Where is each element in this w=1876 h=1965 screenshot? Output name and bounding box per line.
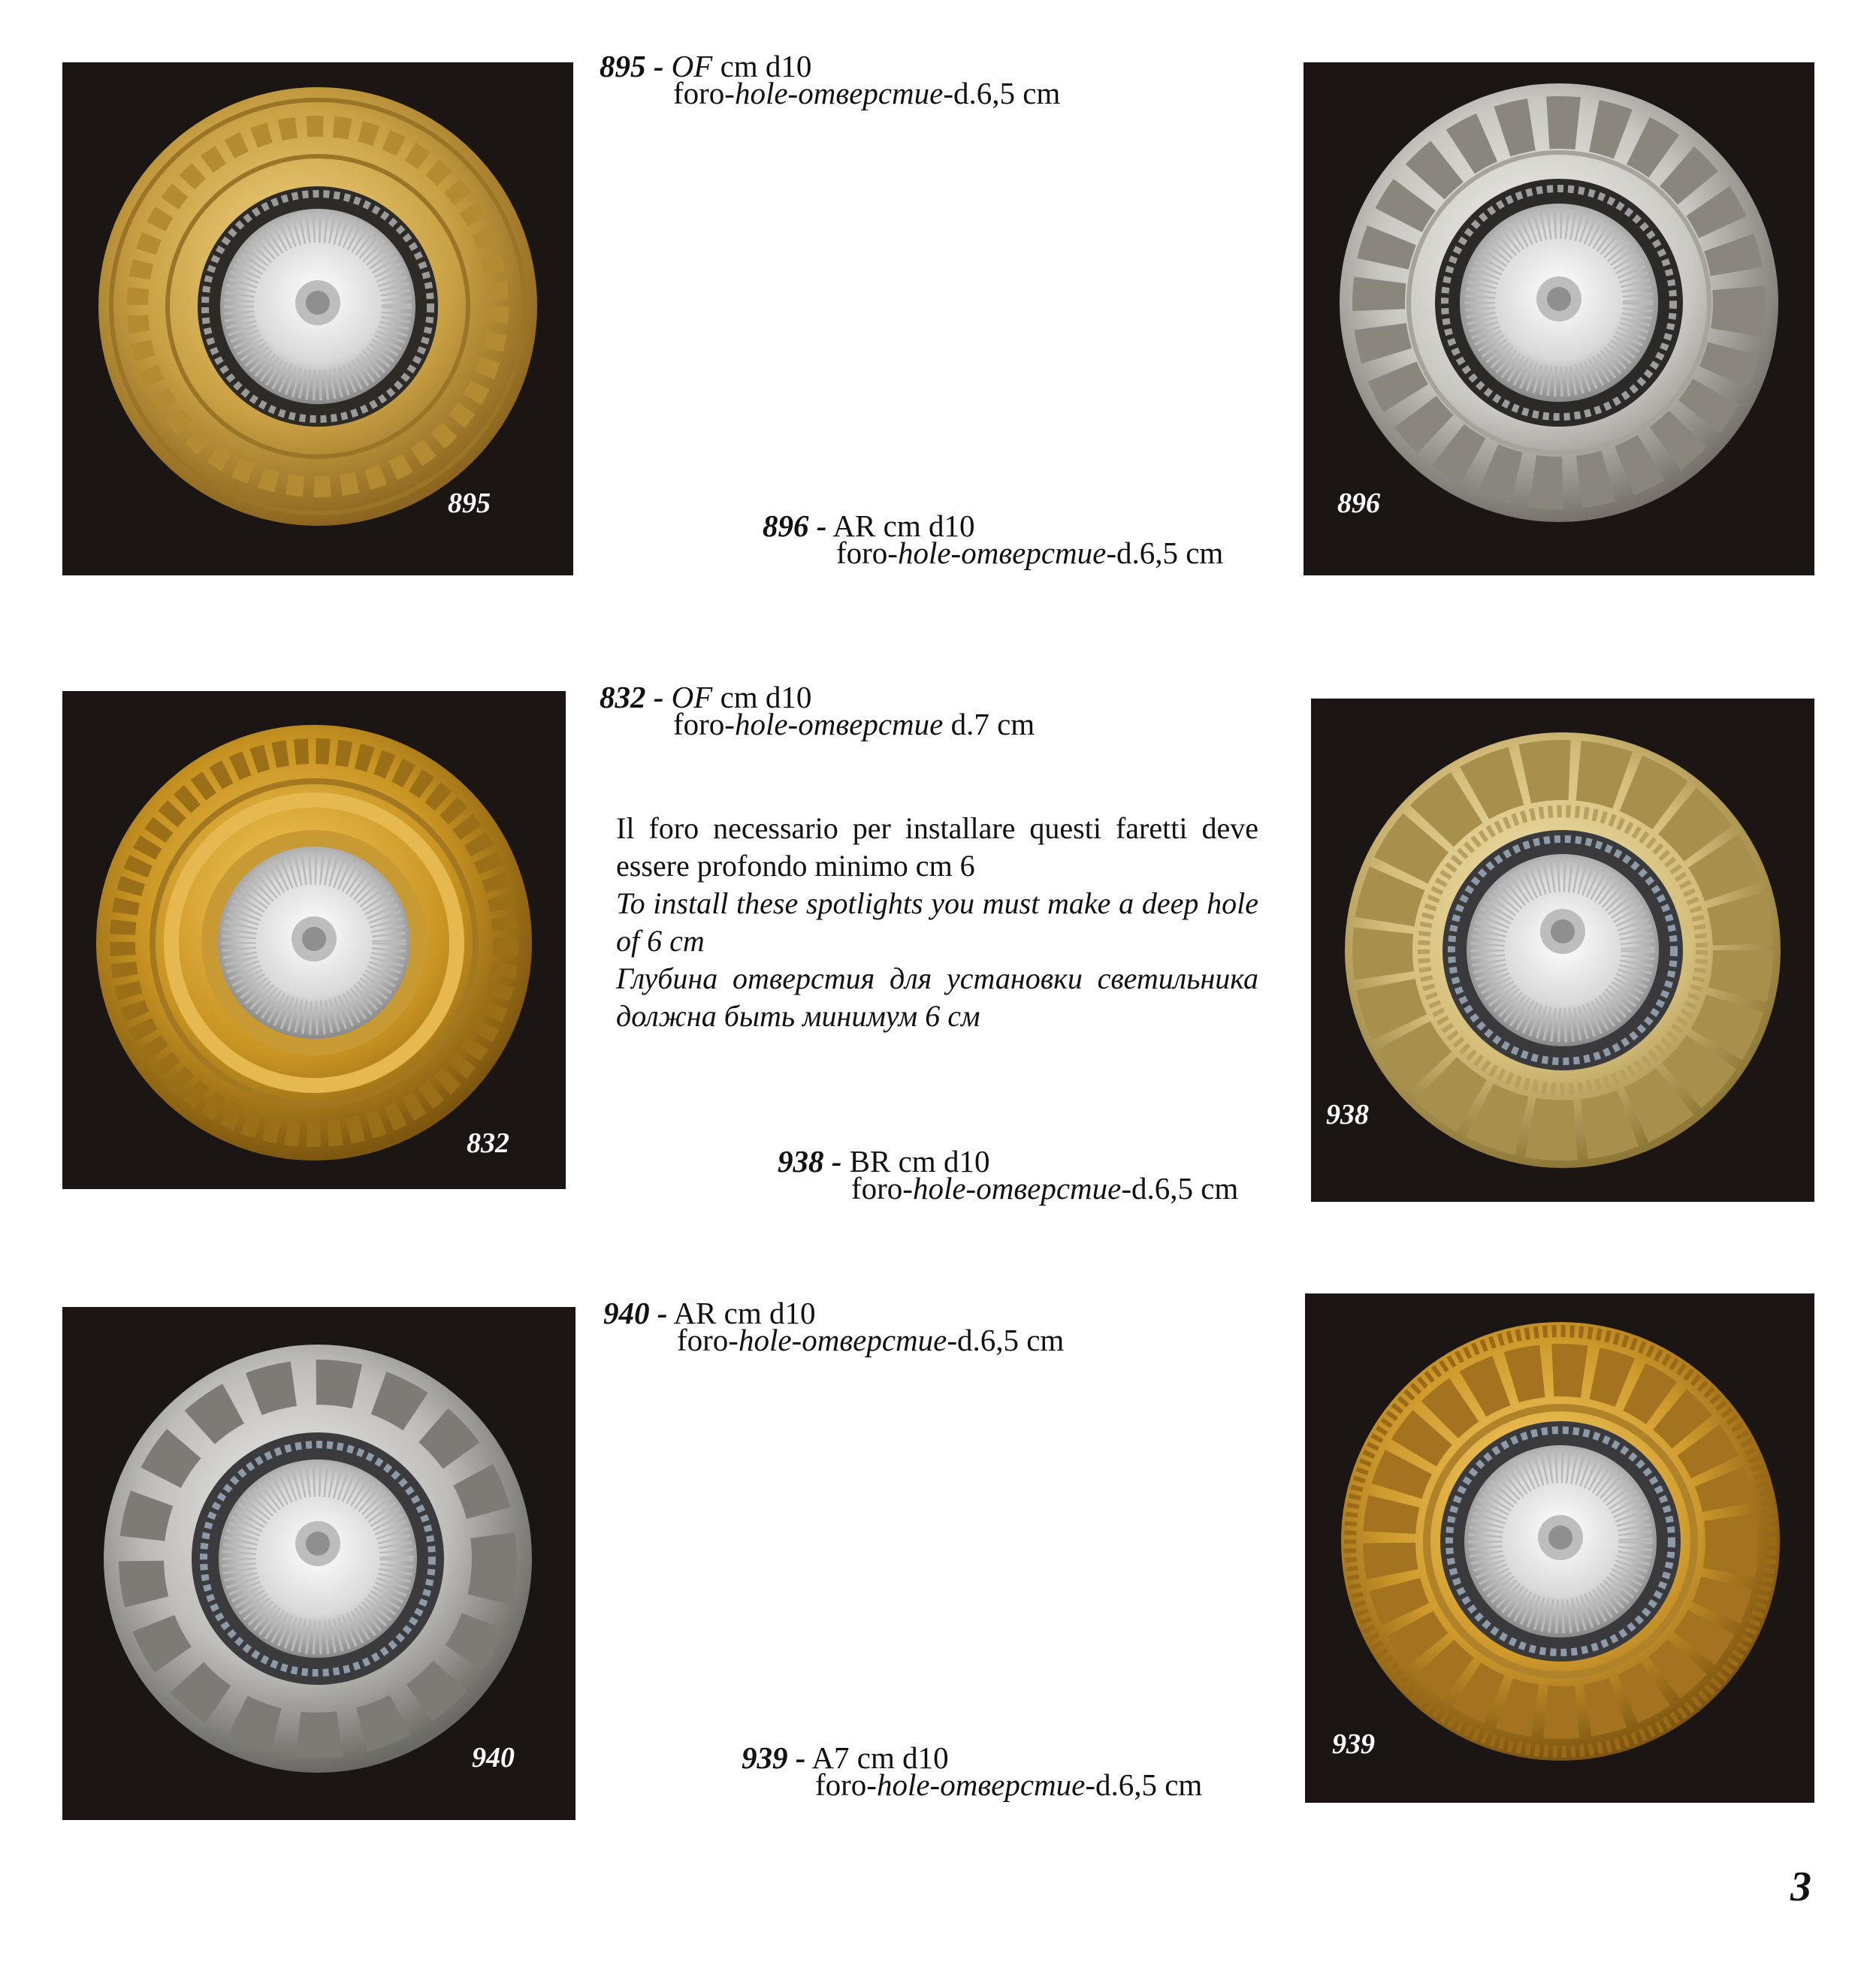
product-size: cm d10 xyxy=(720,680,812,714)
hole-prefix: foro- xyxy=(851,1171,913,1206)
product-finish: OF xyxy=(671,49,713,83)
caption-939 xyxy=(742,1740,1203,1802)
hole-label: hole-отверстие xyxy=(738,1323,947,1357)
hole-size: -d.6,5 cm xyxy=(1085,1767,1203,1802)
note-italian: Il foro necessario per installare questi faretti deve essere profondo minimo cm 6 xyxy=(616,811,1258,883)
product-finish: AR xyxy=(673,1296,717,1330)
hole-prefix: foro- xyxy=(836,536,898,570)
product-code: 938 - xyxy=(778,1144,842,1179)
hole-prefix: foro- xyxy=(815,1767,877,1802)
hole-size: -d.6,5 cm xyxy=(1121,1171,1239,1206)
photo-label: 938 xyxy=(1326,1099,1369,1130)
product-photo-938 xyxy=(1311,699,1814,1202)
product-photo-896 xyxy=(1304,62,1814,575)
photo-label: 832 xyxy=(467,1127,509,1159)
hole-size: -d.6,5 cm xyxy=(1106,536,1224,570)
product-photo-895 xyxy=(62,62,573,575)
product-finish: OF xyxy=(671,680,713,714)
hole-size: -d.6,5 cm xyxy=(947,1323,1065,1357)
product-size: cm d10 xyxy=(724,1296,816,1330)
caption-940 xyxy=(603,1296,1065,1357)
spotlight-939-illustration xyxy=(1305,1293,1814,1803)
product-code: 940 - xyxy=(603,1296,668,1330)
photo-label: 939 xyxy=(1332,1728,1375,1760)
product-finish: AR xyxy=(832,509,876,543)
product-code: 896 - xyxy=(763,509,827,543)
hole-label: hole-отверстие xyxy=(876,1767,1086,1802)
installation-note xyxy=(616,810,1258,1035)
photo-label: 940 xyxy=(472,1742,515,1773)
product-size: cm d10 xyxy=(883,509,975,543)
hole-label: hole-отверстие xyxy=(897,536,1107,570)
product-size: cm d10 xyxy=(856,1740,949,1775)
spotlight-896-illustration xyxy=(1304,62,1814,575)
note-russian: Глубина отверстия для установки светильника должна быть минимум 6 см xyxy=(616,961,1258,1033)
caption-895 xyxy=(600,49,1061,110)
product-size: cm d10 xyxy=(898,1144,990,1179)
product-photo-939 xyxy=(1305,1293,1814,1803)
hole-size: -d.6,5 cm xyxy=(943,76,1061,110)
product-code: 895 - xyxy=(600,49,664,83)
hole-prefix: foro- xyxy=(673,76,735,110)
hole-prefix: foro- xyxy=(677,1323,739,1357)
product-code: 832 - xyxy=(600,680,664,714)
caption-896 xyxy=(763,509,1224,570)
product-code: 939 - xyxy=(742,1740,806,1775)
hole-label: hole-отверстие xyxy=(734,76,944,110)
photo-label: 896 xyxy=(1337,487,1380,519)
hole-prefix: foro- xyxy=(673,707,735,741)
page-number: 3 xyxy=(1790,1864,1811,1910)
hole-label: hole-отверстие xyxy=(912,1171,1122,1206)
photo-label: 895 xyxy=(448,487,491,519)
product-finish: BR xyxy=(849,1144,891,1179)
product-photo-940 xyxy=(62,1307,575,1820)
spotlight-938-illustration xyxy=(1311,699,1814,1202)
product-photo-832 xyxy=(62,691,566,1189)
hole-label: hole-отверстие xyxy=(734,707,944,741)
caption-832 xyxy=(600,680,1035,741)
spotlight-832-illustration xyxy=(62,691,566,1189)
product-finish: A7 xyxy=(811,1740,850,1775)
spotlight-895-illustration xyxy=(62,62,573,575)
hole-size: d.7 cm xyxy=(943,707,1035,741)
caption-938 xyxy=(778,1144,1239,1206)
note-english: To install these spotlights you must make a deep hole of 6 cm xyxy=(616,886,1258,958)
product-size: cm d10 xyxy=(720,49,812,83)
